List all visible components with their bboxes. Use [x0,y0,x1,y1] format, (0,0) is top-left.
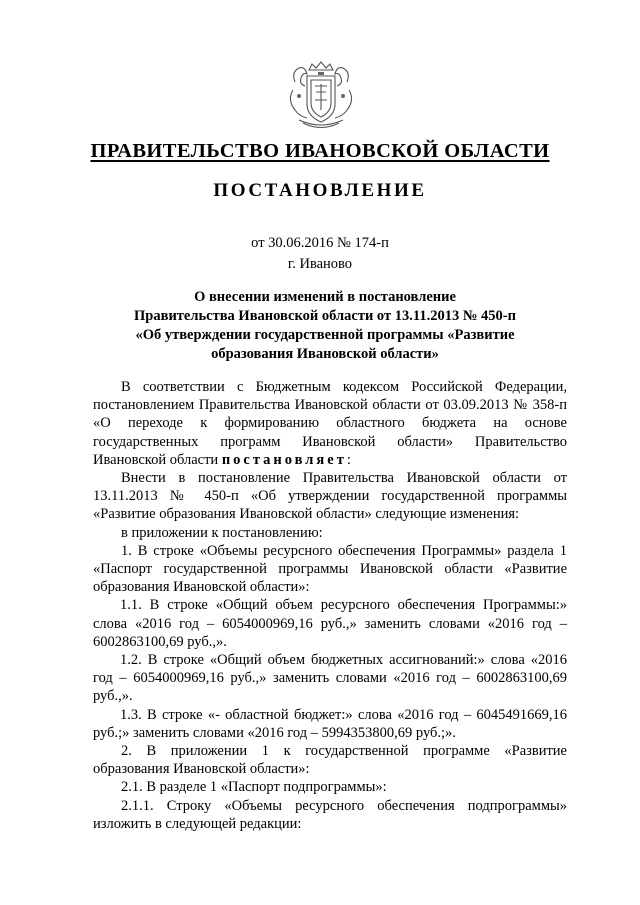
paragraph: 1.2. В строке «Общий объем бюджетных ассигнований:» слова «2016 год – 6054000969,16 руб.,» заменить словами «2016 год – 6002863100,69 руб.,». [93,652,567,705]
subject-line: образования Ивановской области» [211,346,439,362]
paragraph: в приложении к постановлению: [121,524,323,541]
paragraph-preamble [93,378,567,469]
preamble-text: В соответствии с Бюджетным кодексом Российской Федерации, постановлением Правительства Ивановской области от 03.09.2013 № 358-п «О переходе к формированию областного бюджета на основе государственных программ Ивановской области» Правительство Ивановской области [93,379,567,468]
subject-line: Правительства Ивановской области от 13.11.2013 № 450-п [134,308,516,324]
government-title: ПРАВИТЕЛЬСТВО ИВАНОВСКОЙ ОБЛАСТИ [90,140,550,162]
subject-line: «Об утверждении государственной программы «Развитие [135,327,515,343]
paragraph: 2.1.1. Строку «Объемы ресурсного обеспечения подпрограммы» изложить в следующей редакции: [93,797,567,832]
document-subject [95,288,555,364]
document-body [93,378,567,833]
paragraph: 1. В строке «Объемы ресурсного обеспечения Программы» раздела 1 «Паспорт государственной программы Ивановской области «Развитие образования Ивановской области»: [93,542,567,596]
paragraph: 1.1. В строке «Общий объем ресурсного обеспечения Программы:» слова «2016 год – 6054000969,16 руб.,» заменить словами «2016 год – 6002863100,69 руб.,». [93,597,567,650]
preamble-colon: : [346,451,351,468]
subject-line: О внесении изменений в постановление [194,289,456,305]
paragraph: Внести в постановление Правительства Ивановской области от 13.11.2013 № 450-п «Об утверждении государственной программы «Развитие образования Ивановской области» следующие изменения: [93,470,567,523]
date-number: от 30.06.2016 № 174-п [251,235,389,251]
resolves-word: постановляет [221,451,347,468]
city: г. Иваново [287,256,353,272]
document-type: ПОСТАНОВЛЕНИЕ [213,180,427,201]
paragraph: 2. В приложении 1 к государственной программе «Развитие образования Ивановской области»: [93,743,567,778]
coat-of-arms-icon [285,60,357,130]
paragraph: 2.1. В разделе 1 «Паспорт подпрограммы»: [121,779,387,796]
paragraph: 1.3. В строке «- областной бюджет:» слова «2016 год – 6045491669,16 руб.;» заменить словами «2016 год – 5994353800,69 руб.;». [93,706,567,741]
